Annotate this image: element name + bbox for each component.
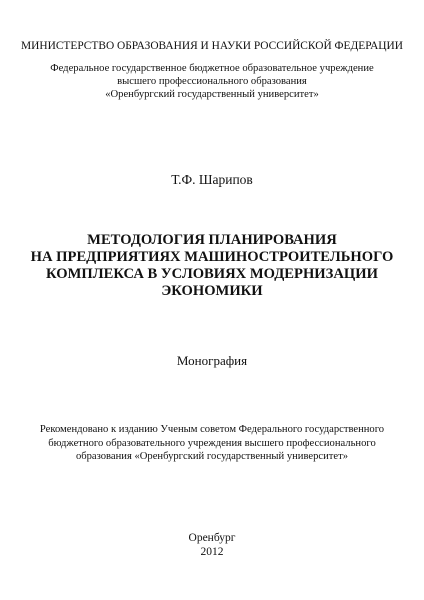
genre-label: Монография bbox=[176, 353, 248, 368]
title-line: ЭКОНОМИКИ bbox=[161, 283, 263, 299]
institution-line: Федеральное государственное бюджетное образовательное учреждение bbox=[50, 63, 374, 74]
publication-city: Оренбург bbox=[188, 532, 236, 544]
recommendation-note bbox=[0, 423, 424, 464]
book-title bbox=[0, 232, 424, 300]
title-line: КОМПЛЕКСА В УСЛОВИЯХ МОДЕРНИЗАЦИИ bbox=[46, 266, 378, 282]
author-name: Т.Ф. Шарипов bbox=[171, 172, 253, 187]
institution-line: высшего профессионального образования bbox=[117, 76, 307, 87]
title-line: МЕТОДОЛОГИЯ ПЛАНИРОВАНИЯ bbox=[87, 232, 337, 248]
recommendation-line: бюджетного образовательного учреждения высшего профессионального bbox=[48, 437, 376, 449]
ministry-header: МИНИСТЕРСТВО ОБРАЗОВАНИЯ И НАУКИ РОССИЙСКОЙ ФЕДЕРАЦИИ bbox=[21, 40, 403, 52]
recommendation-line: образования «Оренбургский государственный университет» bbox=[75, 451, 349, 462]
institution-line: «Оренбургский государственный университет» bbox=[105, 89, 319, 100]
recommendation-line: Рекомендовано к изданию Ученым советом Федерального государственного bbox=[39, 424, 385, 435]
institution-name bbox=[0, 62, 424, 101]
publication-year: 2012 bbox=[200, 546, 224, 558]
title-line: НА ПРЕДПРИЯТИЯХ МАШИНОСТРОИТЕЛЬНОГО bbox=[30, 249, 394, 265]
